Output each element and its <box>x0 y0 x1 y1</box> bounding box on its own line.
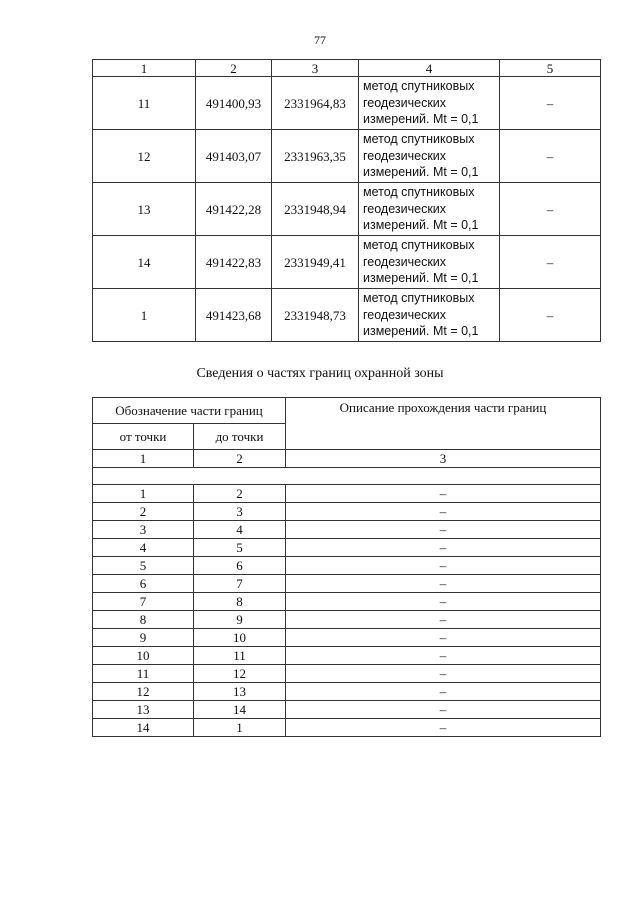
parts-row <box>93 629 601 647</box>
method-line: геодезических <box>363 95 447 110</box>
note: – <box>500 183 601 236</box>
part-description: – <box>286 575 601 593</box>
coordinate-y: 2331964,83 <box>272 77 359 130</box>
part-description: – <box>286 665 601 683</box>
part-description: – <box>286 521 601 539</box>
method-description <box>359 130 500 183</box>
parts-row <box>93 539 601 557</box>
method-line: метод спутниковых <box>363 291 475 306</box>
part-description: – <box>286 629 601 647</box>
parts-row <box>93 557 601 575</box>
parts-row <box>93 593 601 611</box>
coordinate-y: 2331963,35 <box>272 130 359 183</box>
coordinates-row <box>93 130 601 183</box>
col-header: 4 <box>359 60 500 77</box>
parts-row <box>93 647 601 665</box>
coordinate-x: 491422,28 <box>196 183 272 236</box>
method-line: измерений. Mt = 0,1 <box>363 112 479 127</box>
parts-row <box>93 503 601 521</box>
part-description: – <box>286 539 601 557</box>
header-description: Описание прохождения части границ <box>286 398 601 450</box>
note: – <box>500 289 601 342</box>
coordinates-header-row <box>93 60 601 77</box>
from-point: 3 <box>93 521 194 539</box>
coordinates-table <box>92 59 601 342</box>
method-line: метод спутниковых <box>363 79 475 94</box>
coordinate-x: 491422,83 <box>196 236 272 289</box>
part-description: – <box>286 593 601 611</box>
method-line: геодезических <box>363 307 447 322</box>
method-description <box>359 289 500 342</box>
from-point: 6 <box>93 575 194 593</box>
col-number: 3 <box>286 450 601 468</box>
page-number: 77 <box>314 33 326 47</box>
point-number: 1 <box>93 289 196 342</box>
col-number: 2 <box>194 450 286 468</box>
coordinate-x: 491400,93 <box>196 77 272 130</box>
method-line: измерений. Mt = 0,1 <box>363 324 479 339</box>
parts-row <box>93 701 601 719</box>
to-point: 1 <box>194 719 286 737</box>
from-point: 11 <box>93 665 194 683</box>
from-point: 13 <box>93 701 194 719</box>
from-point: 7 <box>93 593 194 611</box>
part-description: – <box>286 719 601 737</box>
to-point: 14 <box>194 701 286 719</box>
part-description: – <box>286 683 601 701</box>
to-point: 11 <box>194 647 286 665</box>
from-point: 4 <box>93 539 194 557</box>
to-point: 10 <box>194 629 286 647</box>
header-part-designation: Обозначение части границ <box>93 398 286 424</box>
note: – <box>500 236 601 289</box>
method-description <box>359 77 500 130</box>
note: – <box>500 130 601 183</box>
to-point: 13 <box>194 683 286 701</box>
part-description: – <box>286 503 601 521</box>
note: – <box>500 77 601 130</box>
method-line: метод спутниковых <box>363 238 475 253</box>
method-line: метод спутниковых <box>363 132 475 147</box>
from-point: 5 <box>93 557 194 575</box>
parts-blank-row <box>93 468 601 485</box>
col-header: 2 <box>196 60 272 77</box>
method-line: измерений. Mt = 0,1 <box>363 271 479 286</box>
parts-number-row <box>93 450 601 468</box>
to-point: 6 <box>194 557 286 575</box>
coordinates-row <box>93 289 601 342</box>
coordinates-row <box>93 77 601 130</box>
coordinate-y: 2331949,41 <box>272 236 359 289</box>
parts-row <box>93 575 601 593</box>
coordinate-y: 2331948,94 <box>272 183 359 236</box>
point-number: 14 <box>93 236 196 289</box>
parts-row <box>93 683 601 701</box>
part-description: – <box>286 647 601 665</box>
from-point: 12 <box>93 683 194 701</box>
col-number: 1 <box>93 450 194 468</box>
part-description: – <box>286 611 601 629</box>
to-point: 7 <box>194 575 286 593</box>
to-point: 3 <box>194 503 286 521</box>
method-line: измерений. Mt = 0,1 <box>363 218 479 233</box>
section-title: Сведения о частях границ охранной зоны <box>196 366 444 381</box>
header-to-point: до точки <box>194 424 286 450</box>
point-number: 13 <box>93 183 196 236</box>
part-description: – <box>286 701 601 719</box>
header-from-point: от точки <box>93 424 194 450</box>
parts-row <box>93 485 601 503</box>
coordinate-x: 491403,07 <box>196 130 272 183</box>
to-point: 4 <box>194 521 286 539</box>
to-point: 5 <box>194 539 286 557</box>
from-point: 1 <box>93 485 194 503</box>
parts-row <box>93 719 601 737</box>
part-description: – <box>286 485 601 503</box>
to-point: 2 <box>194 485 286 503</box>
col-header: 1 <box>93 60 196 77</box>
from-point: 2 <box>93 503 194 521</box>
to-point: 8 <box>194 593 286 611</box>
to-point: 12 <box>194 665 286 683</box>
coordinates-row <box>93 236 601 289</box>
coordinate-y: 2331948,73 <box>272 289 359 342</box>
parts-row <box>93 665 601 683</box>
method-description <box>359 236 500 289</box>
parts-row <box>93 521 601 539</box>
method-line: геодезических <box>363 254 447 269</box>
parts-row <box>93 611 601 629</box>
from-point: 9 <box>93 629 194 647</box>
col-header: 5 <box>500 60 601 77</box>
method-line: геодезических <box>363 148 447 163</box>
from-point: 8 <box>93 611 194 629</box>
parts-header-row <box>93 398 601 424</box>
from-point: 10 <box>93 647 194 665</box>
boundary-parts-table <box>92 397 601 737</box>
coordinate-x: 491423,68 <box>196 289 272 342</box>
coordinates-row <box>93 183 601 236</box>
method-description <box>359 183 500 236</box>
method-line: метод спутниковых <box>363 185 475 200</box>
col-header: 3 <box>272 60 359 77</box>
method-line: измерений. Mt = 0,1 <box>363 165 479 180</box>
part-description: – <box>286 557 601 575</box>
point-number: 11 <box>93 77 196 130</box>
from-point: 14 <box>93 719 194 737</box>
point-number: 12 <box>93 130 196 183</box>
blank-cell <box>93 468 601 485</box>
to-point: 9 <box>194 611 286 629</box>
method-line: геодезических <box>363 201 447 216</box>
